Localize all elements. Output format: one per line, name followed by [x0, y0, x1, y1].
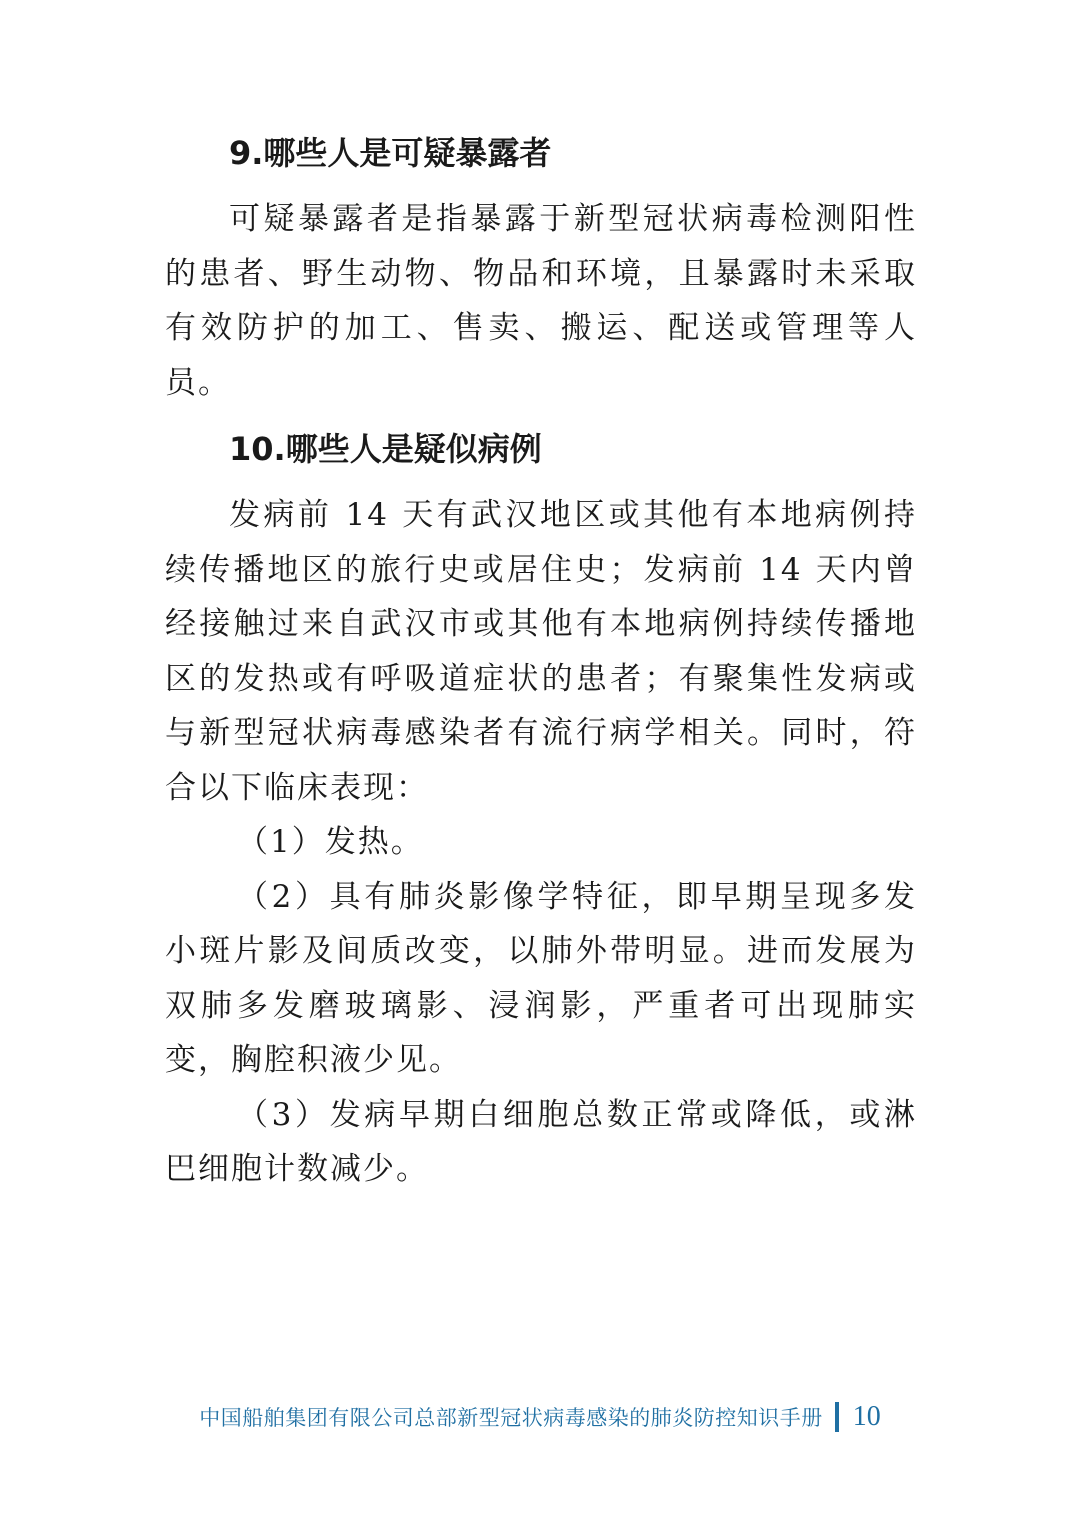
section-9-heading: 9.哪些人是可疑暴露者 — [229, 134, 552, 172]
page-number: 10 — [852, 1401, 881, 1432]
page-content — [165, 126, 917, 1197]
criteria-item-1: （1）发热。 — [237, 824, 424, 860]
footer-title: 中国船舶集团有限公司总部新型冠状病毒感染的肺炎防控知识手册 — [199, 1406, 823, 1430]
footer-divider — [835, 1402, 839, 1432]
section-9-paragraph: 可疑暴露者是指暴露于新型冠状病毒检测阳性的患者、野生动物、物品和环境，且暴露时未采取有效防护的加工、售卖、搬运、配送或管理等人员。 — [165, 201, 917, 401]
section-10-paragraph: 发病前 14 天有武汉地区或其他有本地病例持续传播地区的旅行史或居住史；发病前 14 天内曾经接触过来自武汉市或其他有本地病例持续传播地区的发热或有呼吸道症状的患者；有聚集性发病或与新型冠状病毒感染者有流行病学相关。同时，符合以下临床表现： — [165, 497, 917, 806]
page-footer — [0, 1400, 1080, 1434]
criteria-item-2: （2）具有肺炎影像学特征，即早期呈现多发小斑片影及间质改变，以肺外带明显。进而发展为双肺多发磨玻璃影、浸润影，严重者可出现肺实变，胸腔积液少见。 — [165, 878, 917, 1078]
section-10-heading: 10.哪些人是疑似病例 — [229, 430, 542, 468]
criteria-item-3: （3）发病早期白细胞总数正常或降低，或淋巴细胞计数减少。 — [165, 1096, 917, 1187]
